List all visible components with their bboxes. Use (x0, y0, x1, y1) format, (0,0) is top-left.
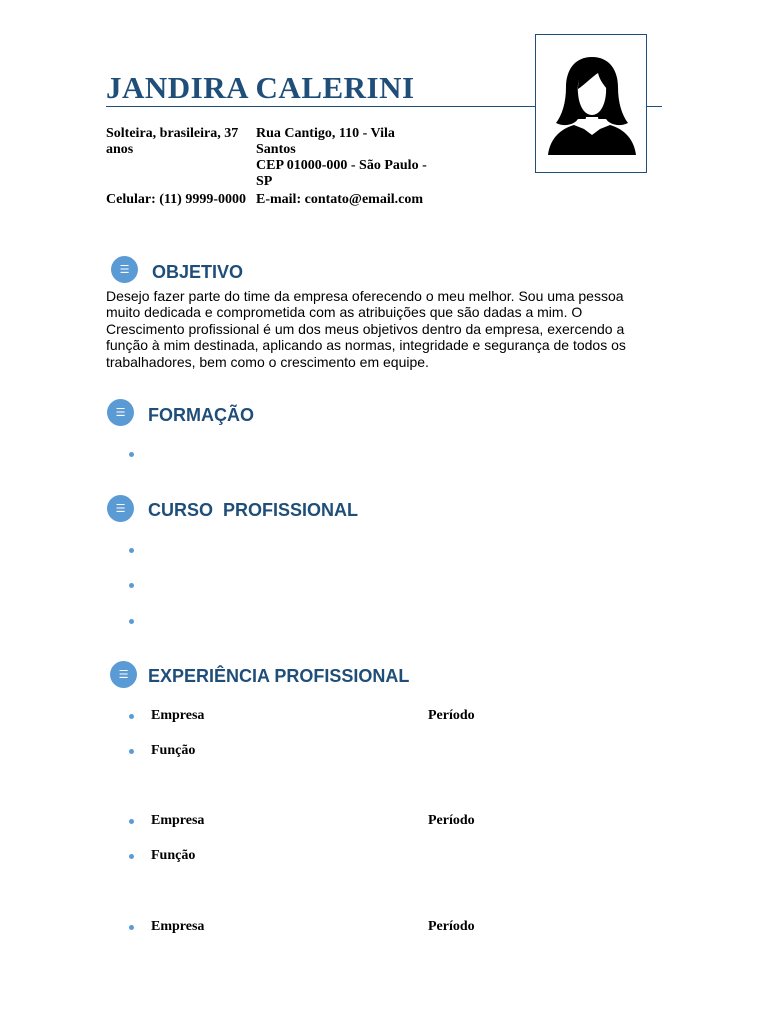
list-bullet (129, 819, 134, 824)
list-bullet (129, 854, 134, 859)
section-title-curso: CURSO PROFISSIONAL (148, 500, 359, 520)
personal-info: Solteira, brasileira, 37 anos (106, 126, 239, 157)
address-line: CEP 01000-000 - São Paulo - SP (256, 158, 427, 189)
list-bullet (129, 925, 134, 930)
empresa-label: Empresa (151, 919, 205, 934)
list-bullet (129, 749, 134, 754)
phone: Celular: (11) 9999-0000 (106, 192, 246, 207)
section-title-experiencia: EXPERIÊNCIA PROFISSIONAL (148, 666, 410, 686)
candidate-name: JANDIRA CALERINI (106, 70, 415, 105)
empresa-label: Empresa (151, 813, 205, 828)
list-bullet (129, 714, 134, 719)
address-line: Rua Cantigo, 110 - Vila Santos (256, 126, 395, 157)
list-icon: ☰ (107, 495, 134, 522)
periodo-label: Período (428, 708, 475, 723)
list-bullet (129, 548, 134, 553)
list-icon: ☰ (110, 661, 137, 688)
profile-photo-frame (535, 34, 647, 173)
periodo-label: Período (428, 813, 475, 828)
email: E-mail: contato@email.com (256, 192, 423, 207)
list-bullet (129, 452, 134, 457)
funcao-label: Função (151, 743, 196, 758)
empresa-label: Empresa (151, 708, 205, 723)
list-icon: ☰ (111, 256, 138, 283)
section-title-formacao: FORMAÇÃO (148, 405, 254, 425)
objective-text: Desejo fazer parte do time da empresa oferecendo o meu melhor. Sou uma pessoa muito dedicada e comprometida com as atribuições que são dadas a mim. O Crescimento profissional é um dos meus objetivos dentro da empresa, exercendo a função à mim destinada, aplicando as normas, integridade e segurança de todos os trabalhadores, bem como o crescimento em equipe. (106, 288, 626, 370)
address (256, 126, 436, 190)
list-bullet (129, 619, 134, 624)
funcao-label: Função (151, 848, 196, 863)
section-title-objetivo: OBJETIVO (152, 262, 244, 282)
periodo-label: Período (428, 919, 475, 934)
list-icon: ☰ (107, 399, 134, 426)
list-bullet (129, 583, 134, 588)
woman-avatar-icon (544, 55, 640, 157)
